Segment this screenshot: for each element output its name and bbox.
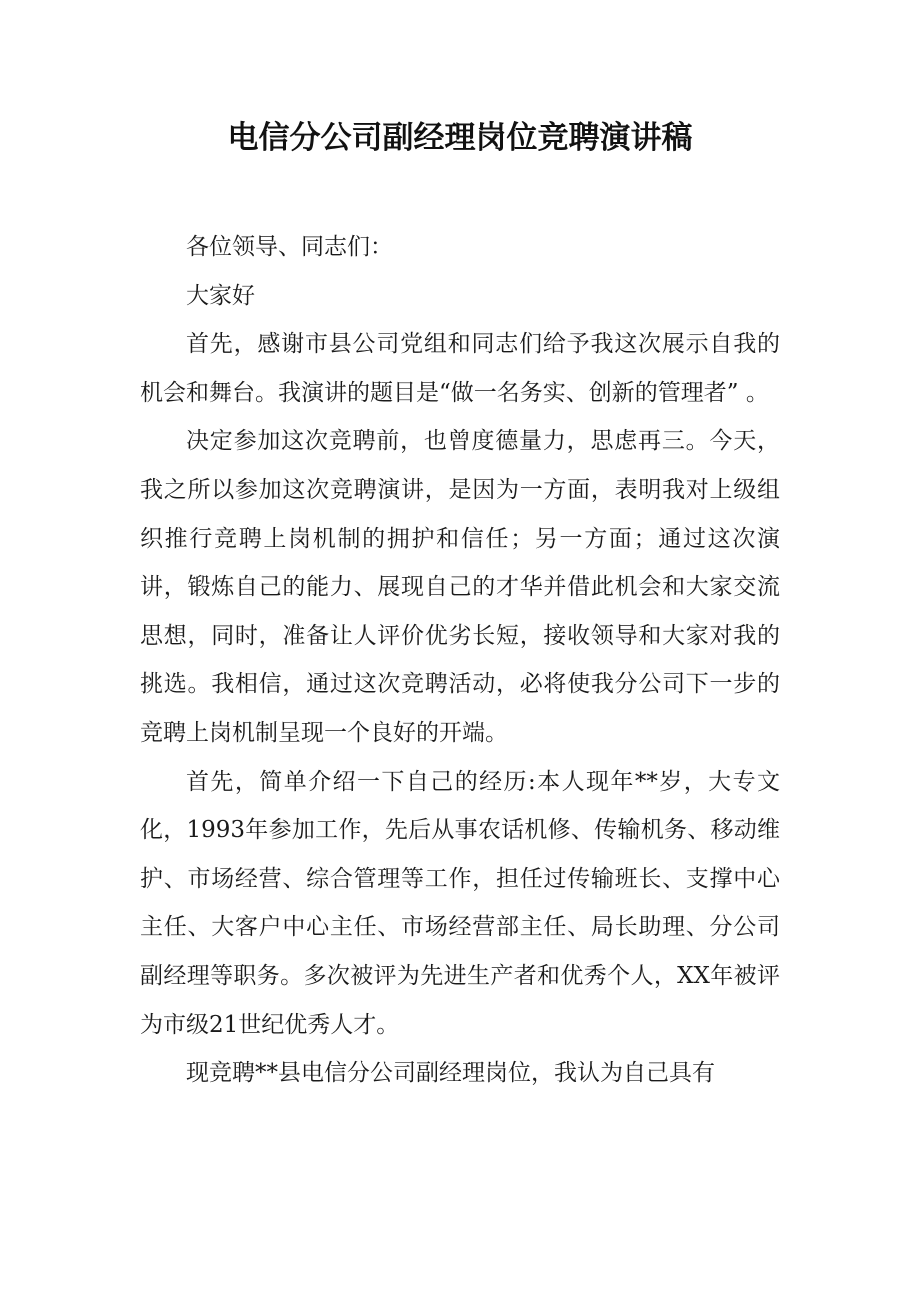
- paragraph-thanks: 首先，感谢市县公司党组和同志们给予我这次展示自我的机会和舞台。我演讲的题目是“做一名务实、创新的管理者” 。: [140, 331, 780, 406]
- paragraph-decision: 决定参加这次竞聘前，也曾度德量力，思虑再三。今天，我之所以参加这次竞聘演讲，是因为一方面，表明我对上级组织推行竞聘上岗机制的拥护和信任；另一方面；通过这次演讲，锻炼自己的能力、展现自己的才华并借此机会和大家交流思想，同时，准备让人评价优劣长短，接收领导和大家对我的挑选。我相信，通过这次竞聘活动，必将使我分公司下一步的竞聘上岗机制呈现一个良好的开端。: [140, 428, 780, 746]
- paragraph-candidacy: 现竞聘**县电信分公司副经理岗位，我认为自己具有: [186, 1060, 715, 1087]
- document-body: [140, 223, 780, 1098]
- paragraph-greeting: 各位领导、同志们：: [186, 234, 393, 260]
- paragraph-hello: 大家好: [186, 282, 255, 309]
- paragraph-experience: 首先，简单介绍一下自己的经历:本人现年**岁，大专文化，1993年参加工作，先后从事农话机修、传输机务、移动维护、市场经营、综合管理等工作，担任过传输班长、支撑中心主任、大客户中心主任、市场经营部主任、局长助理、分公司副经理等职务。多次被评为先进生产者和优秀个人，XX年被评为市级21世纪优秀人才。: [140, 768, 780, 1038]
- document-title: 电信分公司副经理岗位竞聘演讲稿: [227, 120, 693, 156]
